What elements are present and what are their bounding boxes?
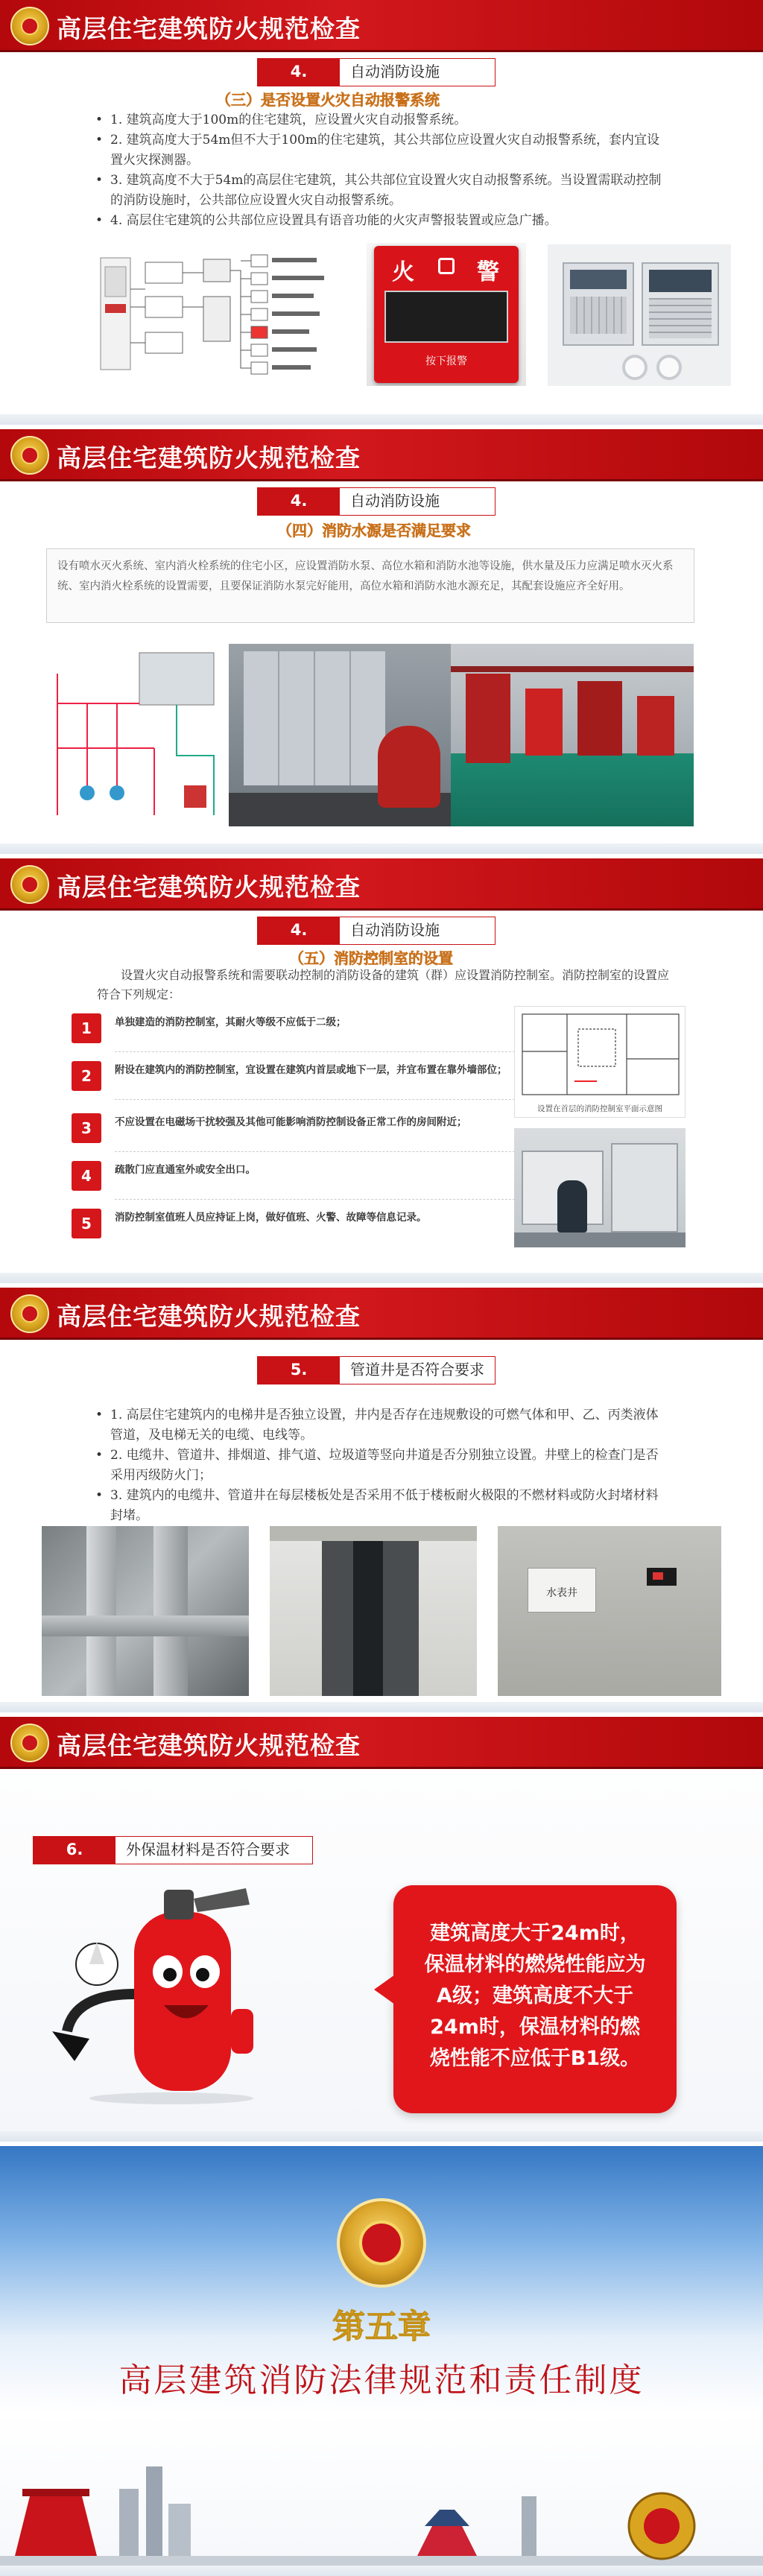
section-label: 管道井是否符合要求: [350, 1361, 484, 1379]
header-title: 高层住宅建筑防火规范检查: [57, 873, 361, 902]
header-bar: [0, 1288, 763, 1340]
list-item: • 2. 建筑高度大于54m但不大于100m的住宅建筑，其公共部位应设置火灾自动报警系统，套内宜设置火灾探测器。: [94, 130, 668, 171]
item-text: 消防控制室值班人员应持证上岗，做好值班、火警、故障等信息记录。: [115, 1212, 427, 1224]
fire-emblem-icon: [10, 1724, 49, 1762]
list-item: • 1. 建筑高度大于100m的住宅建筑，应设置火灾自动报警系统。: [94, 110, 668, 130]
alarm-press-label: 按下报警: [425, 355, 467, 367]
header-title: 高层住宅建筑防火规范检查: [57, 1302, 361, 1331]
header-bar: [0, 0, 763, 52]
sign-label: 水表井: [546, 1587, 577, 1599]
fire-emblem-icon: [10, 436, 49, 475]
section-number: 4.: [258, 488, 340, 515]
section-number: 5.: [258, 1357, 340, 1384]
header-bar: [0, 1717, 763, 1769]
phone-icon: [438, 258, 455, 274]
skyline-illustration: [0, 2444, 763, 2576]
callout-box: [393, 1885, 677, 2113]
item-number: 4: [72, 1161, 101, 1191]
extinguisher-mascot-icon: [45, 1882, 298, 2106]
header-title: 高层住宅建筑防火规范检查: [57, 1731, 361, 1760]
header-title: 高层住宅建筑防火规范检查: [57, 14, 361, 43]
fire-emblem-icon: [10, 1294, 49, 1333]
callout-text: 建筑高度大于24m时，保温材料的燃烧性能应为A级；建筑高度不大于24m时，保温材料的燃烧性能不应低于B1级。: [424, 1922, 646, 2070]
item-text: 附设在建筑内的消防控制室，宜设置在建筑内首层或地下一层，并宜布置在靠外墙部位；: [115, 1064, 507, 1076]
sub-heading: （三）是否设置火灾自动报警系统: [216, 91, 440, 109]
fire-emblem-icon: [10, 865, 49, 904]
requirement-list: [94, 1405, 668, 1526]
control-panel-photo: [548, 244, 731, 386]
list-item: [72, 1110, 519, 1146]
chapter-title: 高层建筑消防法律规范和责任制度: [118, 2361, 645, 2399]
water-meter-door-photo: [498, 1526, 721, 1696]
sub-heading: （四）消防水源是否满足要求: [277, 522, 471, 539]
sub-heading: （五）消防控制室的设置: [289, 949, 453, 967]
section-label: 自动消防设施: [350, 921, 440, 939]
alarm-alert-char: 警: [477, 259, 499, 285]
pump-room-photo: [451, 644, 694, 826]
slide-fire-alarm: [0, 0, 763, 425]
header-bar: [0, 429, 763, 481]
section-tag: [257, 487, 496, 516]
slide-water-supply: [0, 429, 763, 854]
section-tag: [257, 917, 496, 945]
item-number: 2: [72, 1061, 101, 1091]
list-item: [72, 1206, 519, 1241]
item-text: 不应设置在电磁场干扰较强及其他可能影响消防控制设备正常工作的房间附近；: [115, 1116, 467, 1128]
speaker-icon: [656, 355, 682, 380]
section-number: 4.: [258, 59, 340, 86]
water-tank-photo: [229, 644, 451, 826]
fire-emblem-icon: [10, 7, 49, 45]
list-item: [72, 1058, 519, 1094]
list-item: • 3. 建筑内的电缆井、管道井在每层楼板处是否采用不低于楼板耐火极限的不燃材料或防火封堵材料封堵。: [94, 1486, 668, 1526]
section-number: 4.: [258, 917, 340, 944]
chapter-label: 第五章: [332, 2308, 431, 2346]
item-number: 1: [72, 1013, 101, 1043]
alarm-fire-char: 火: [392, 259, 414, 285]
section-tag: [257, 1356, 496, 1384]
section-tag: [257, 58, 496, 86]
plan-caption: 设置在首层的消防控制室平面示意图: [537, 1104, 662, 1113]
piping-diagram: [42, 644, 229, 826]
list-item: [72, 1158, 519, 1194]
list-item: • 3. 建筑高度不大于54m的高层住宅建筑，其公共部位宜设置火灾自动报警系统。当设置需联动控制的消防设施时，公共部位应设置火灾自动报警系统。: [94, 171, 668, 211]
floor-plan-diagram: [514, 1006, 686, 1118]
requirement-text: 设有喷水灭火系统、室内消火栓系统的住宅小区，应设置消防水泵、高位水箱和消防水池等设施，供水量及压力应满足喷水灭火系统、室内消火栓系统的设置需要，且要保证消防水泵完好能用，高位水箱和消防水池水源充足，其配套设施应齐全好用。: [57, 560, 674, 592]
item-text: 疏散门应直通室外或安全出口。: [115, 1164, 256, 1176]
pipe-shaft-photo: [42, 1526, 249, 1696]
speaker-icon: [622, 355, 648, 380]
header-title: 高层住宅建筑防火规范检查: [57, 443, 361, 472]
item-text: 单独建造的消防控制室，其耐火等级不应低于二级；: [115, 1016, 346, 1028]
item-number: 5: [72, 1209, 101, 1238]
section-number: 6.: [34, 1837, 115, 1864]
item-number: 3: [72, 1113, 101, 1143]
control-room-photo: [514, 1128, 686, 1247]
requirement-list: [94, 110, 668, 231]
manual-alarm-photo: [367, 243, 526, 386]
section-label: 自动消防设施: [350, 63, 440, 80]
slide-control-room: [0, 858, 763, 1283]
requirement-box: [46, 548, 694, 623]
alarm-system-diagram: [92, 244, 342, 386]
list-item: • 2. 电缆井、管道井、排烟道、排气道、垃圾道等竖向井道是否分别独立设置。井壁上的检查门是否采用丙级防火门；: [94, 1446, 668, 1486]
slide-insulation: [0, 1717, 763, 2142]
cable-shaft-photo: [270, 1526, 477, 1696]
list-item: • 4. 高层住宅建筑的公共部位应设置具有语音功能的火灾声警报装置或应急广播。: [94, 211, 668, 231]
gold-emblem-icon: [337, 2198, 426, 2288]
section-tag: [33, 1836, 313, 1864]
intro-text: 设置火灾自动报警系统和需要联动控制的消防设备的建筑（群）应设置消防控制室。消防控制室的设置应符合下列规定：: [97, 968, 670, 1001]
section-label: 外保温材料是否符合要求: [126, 1841, 290, 1858]
slide-chapter-five: [0, 2146, 763, 2576]
list-item: [72, 1010, 519, 1046]
list-item: • 1. 高层住宅建筑内的电梯井是否独立设置，井内是否存在违规敷设的可燃气体和甲、乙、丙类液体管道，及电梯无关的电缆、电线等。: [94, 1405, 668, 1446]
slide-shafts: [0, 1288, 763, 1712]
section-label: 自动消防设施: [350, 492, 440, 510]
header-bar: [0, 858, 763, 911]
